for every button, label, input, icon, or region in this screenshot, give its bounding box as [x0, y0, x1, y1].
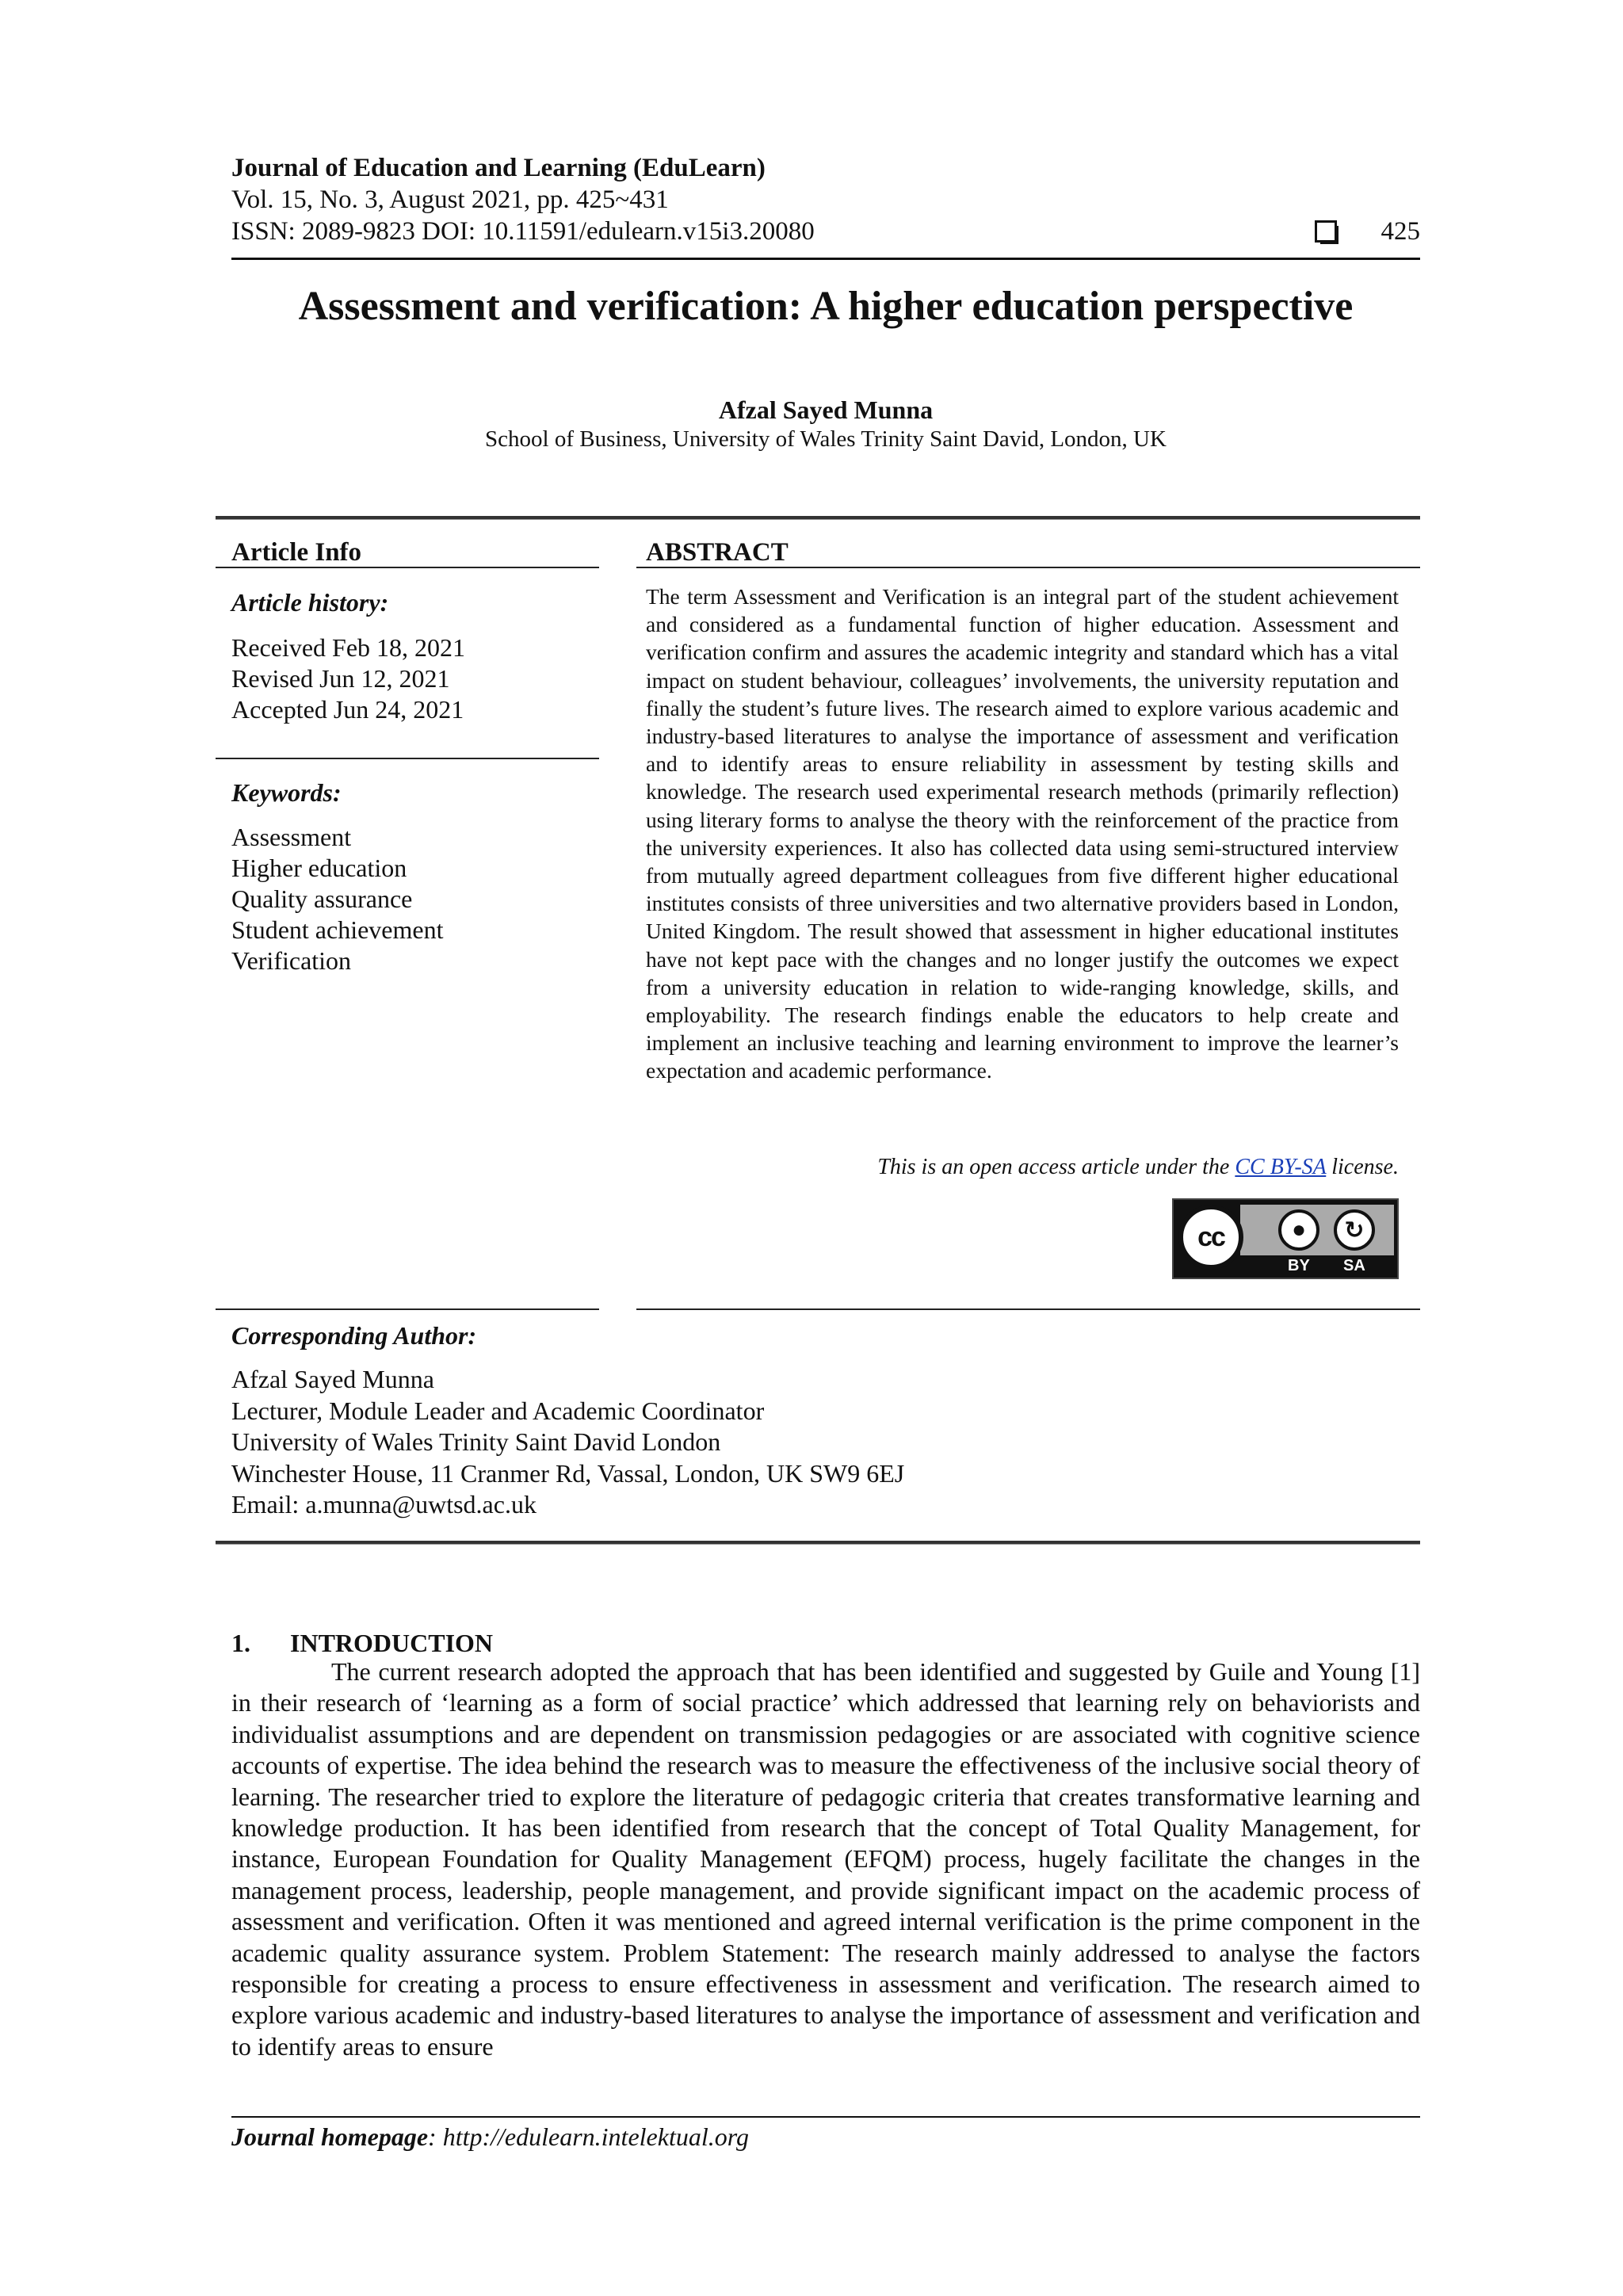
journal-homepage	[231, 2121, 749, 2153]
section-number: 1.	[231, 1629, 250, 1657]
keyword-item: Student achievement	[231, 915, 444, 944]
keyword-item: Assessment	[231, 823, 352, 851]
corresponding-email: Email: a.munna@uwtsd.ac.uk	[231, 1490, 537, 1519]
header-rule	[231, 258, 1420, 260]
journal-volume: Vol. 15, No. 3, August 2021, pp. 425~431	[231, 185, 669, 214]
license-suffix: license.	[1326, 1155, 1399, 1179]
attribution-icon: ●	[1278, 1209, 1319, 1251]
article-info-heading: Article Info	[231, 538, 362, 567]
keywords-rule	[216, 758, 599, 759]
history-revised: Revised Jun 12, 2021	[231, 664, 450, 693]
info-bottom-rule-right	[636, 1308, 1420, 1310]
journal-issn-doi: ISSN: 2089-9823 DOI: 10.11591/edulearn.v15i3.20080	[231, 217, 815, 246]
cc-by-sa-badge[interactable]	[1172, 1198, 1399, 1279]
page-number: 425	[1381, 217, 1420, 246]
history-accepted: Accepted Jun 24, 2021	[231, 695, 464, 724]
corresponding-author	[231, 1320, 1404, 1521]
history-received: Received Feb 18, 2021	[231, 633, 466, 662]
keyword-item: Verification	[231, 946, 352, 975]
share-alike-icon: ↻	[1334, 1209, 1375, 1251]
article-info-rule	[216, 567, 599, 568]
info-box-bottom-rule	[216, 1541, 1420, 1545]
keyword-item: Quality assurance	[231, 884, 413, 913]
cc-icon: cc	[1178, 1205, 1243, 1270]
corresponding-position: Lecturer, Module Leader and Academic Coordinator	[231, 1396, 765, 1425]
corresponding-address: Winchester House, 11 Cranmer Rd, Vassal, London, UK SW9 6EJ	[231, 1458, 905, 1488]
corresponding-author-heading: Corresponding Author:	[231, 1321, 477, 1350]
page-number-group	[1315, 216, 1421, 247]
homepage-label: Journal homepage	[231, 2122, 429, 2151]
journal-name: Journal of Education and Learning (EduLearn)	[231, 154, 766, 182]
corresponding-institution: University of Wales Trinity Saint David London	[231, 1427, 721, 1456]
license-prefix: This is an open access article under the	[877, 1155, 1235, 1179]
license-note	[646, 1153, 1399, 1182]
article-history-heading: Article history:	[231, 588, 389, 617]
article-history-list	[231, 632, 465, 725]
cc-by-label: BY	[1288, 1257, 1310, 1274]
section-title: INTRODUCTION	[290, 1629, 494, 1657]
info-box-top-rule	[216, 516, 1420, 520]
cc-sa-label: SA	[1343, 1257, 1365, 1274]
introduction-text: The current research adopted the approach that has been identified and suggested by Guile and Young [1] in their research of ‘learning as a form of social practice’ which addressed that learning rely on behaviorists and individualist assumptions and are dependent on transmission pedagogies or are associated with cognitive science accounts of expertise. The idea behind the research was to measure the effectiveness of the inclusive social theory of learning. The researcher tried to explore the literature of pedagogic criteria that creates transformative learning and knowledge production. It has been identified from research that the concept of Total Quality Management, for instance, European Foundation for Quality Management (EFQM) process, hugely facilitate the changes in the management process, leadership, people management, and provide significant impact on the academic process of assessment and verification. Often it was mentioned and agreed internal verification is the prime component in the academic quality assurance system. Problem Statement: The research mainly addressed to analyse the factors responsible for creating a process to ensure effectiveness in assessment and verification. The research aimed to explore various academic and industry-based literatures to analyse the importance of assessment and verification and to identify areas to ensure	[231, 1657, 1420, 2061]
abstract-text: The term Assessment and Verification is an integral part of the student achievement and considered as a fundamental function of higher education. Assessment and verification confirm and assures the academic integrity and standard which has a vital impact on student behaviour, colleagues’ involvements, the university reputation and finally the student’s future lives. The research aimed to explore various academic and industry-based literatures to analyse the importance of assessment and verification and to identify areas to ensure reliability in assessment by testing skills and knowledge. The research used experimental research methods (primarily reflection) using literary forms to analyse the theory with the reinforcement of the practice from the university experiences. It also has collected data using semi-structured interview from mutually agreed department colleagues from five different higher educational institutes consists of three universities and two alternative providers based in London, United Kingdom. The result showed that assessment in higher educational institutes have not kept pace with the changes and no longer justify the outcomes we expect from a university education in relation to wide-ranging knowledge, skills, and employability. The research findings enable the educators to help create and implement an inclusive teaching and learning environment to improve the learner’s expectation and academic performance.	[646, 584, 1399, 1083]
keywords-list	[231, 822, 443, 976]
introduction-heading	[231, 1627, 493, 1659]
running-header	[231, 152, 1420, 247]
footer-rule	[231, 2116, 1420, 2118]
info-bottom-rule-left	[216, 1308, 599, 1310]
keyword-item: Higher education	[231, 854, 407, 882]
author-name: Afzal Sayed Munna	[718, 395, 934, 424]
keywords-heading: Keywords:	[231, 778, 342, 807]
checkbox-icon	[1315, 220, 1337, 243]
author-affiliation: School of Business, University of Wales Trinity Saint David, London, UK	[485, 426, 1167, 452]
corresponding-name: Afzal Sayed Munna	[231, 1365, 434, 1393]
abstract-rule	[636, 567, 1420, 568]
license-link[interactable]: CC BY-SA	[1235, 1155, 1327, 1179]
paper-title: Assessment and verification: A higher education perspective	[298, 284, 1354, 329]
homepage-url[interactable]: : http://edulearn.intelektual.org	[428, 2122, 749, 2151]
abstract-heading: ABSTRACT	[646, 538, 789, 567]
